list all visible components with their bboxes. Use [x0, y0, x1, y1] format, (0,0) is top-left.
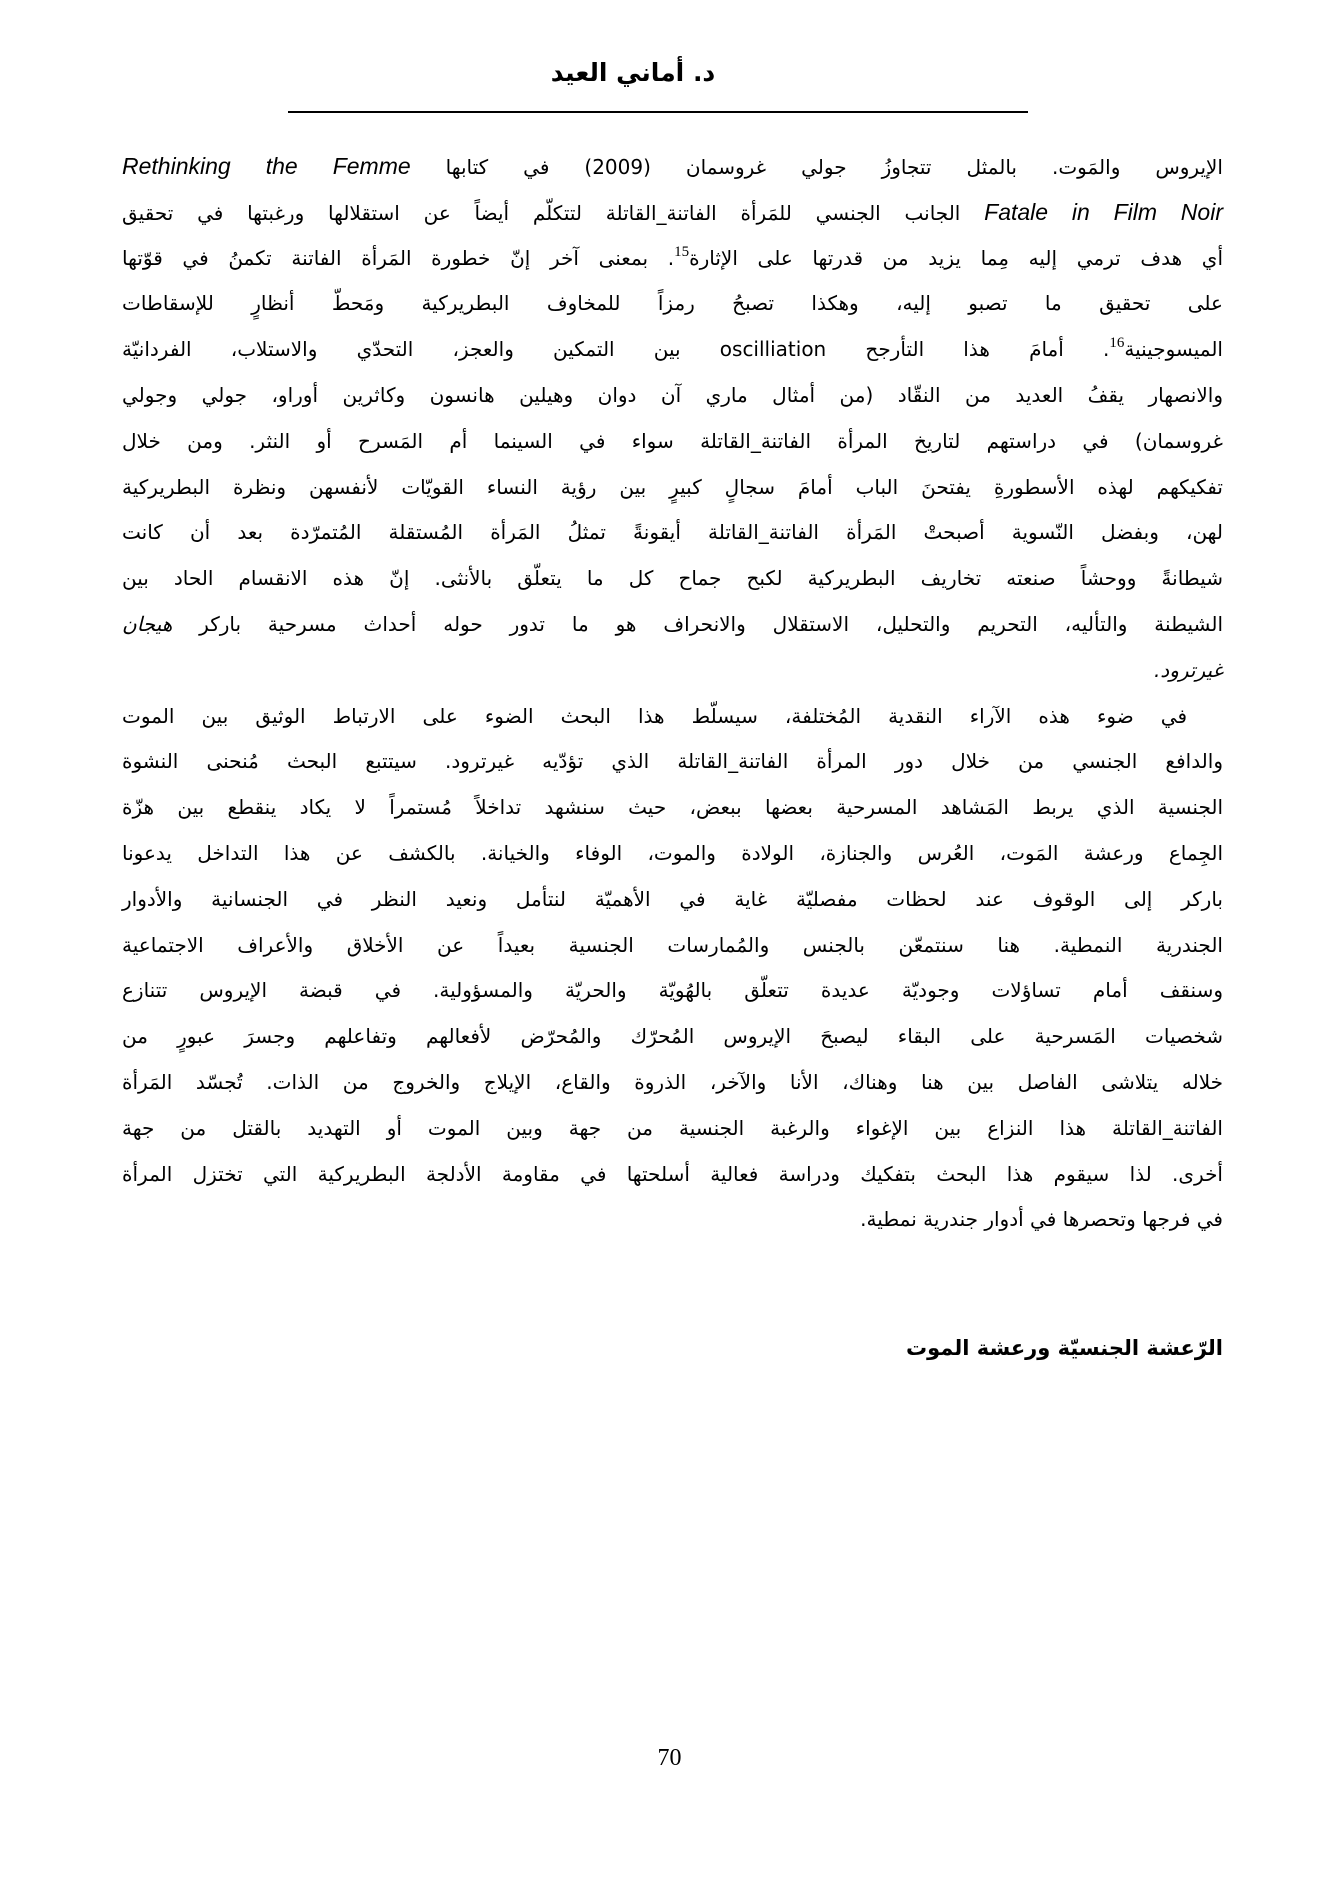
text-line — [122, 694, 1223, 740]
text-line — [122, 236, 1223, 282]
text-run: لهن، وبفضل النّسوية أصبحتْ المَرأة الفاتنة_القاتلة أيقونةً تمثلُ المَرأة المُستقلة المُتمرّدة بعد أن كانت — [122, 520, 1223, 545]
body-text — [122, 144, 1223, 1243]
italic-title: Rethinking the Femme — [122, 153, 411, 179]
text-line — [122, 190, 1223, 236]
page-number: 70 — [657, 1745, 682, 1771]
italic-title: غيرترود. — [1153, 657, 1223, 682]
text-line — [122, 739, 1223, 785]
text-run: الإيروس والمَوت. بالمثل تتجاوزُ جولي غروسمان (2009) في كتابها — [410, 155, 1223, 179]
text-run: خلاله يتلاشى الفاصل بين هنا وهناك، الأنا والآخر، الذروة والقاع، الإيلاج والخروج من الذات. تُجسّد المَرأة — [122, 1069, 1223, 1094]
text-line — [122, 419, 1223, 465]
text-run: والدافع الجنسي من خلال دور المرأة الفاتنة_القاتلة الذي تؤدّيه غيرترود. سيتتبع البحث مُنحنى النشوة — [122, 749, 1223, 774]
text-run: باركر إلى الوقوف عند لحظات مفصليّة غاية في الأهميّة لنتأمل ونعيد النظر في الجنسانية والأدوار — [122, 886, 1223, 911]
text-line — [122, 923, 1223, 969]
text-line — [122, 831, 1223, 877]
running-header-author: د. أماني العيد — [550, 58, 716, 87]
text-line — [122, 602, 1223, 648]
text-run: على تحقيق ما تصبو إليه، وهكذا تصبحُ رمزاً للمخاوف البطريركية ومَحطّ أنظارٍ للإسقاطات — [122, 291, 1223, 316]
footnote-ref: 16 — [1109, 335, 1125, 352]
text-run: أي هدف ترمي إليه مِما يزيد من قدرتها على الإثارة — [689, 245, 1223, 270]
text-line — [122, 1014, 1223, 1060]
text-line — [122, 1106, 1223, 1152]
text-line — [122, 648, 1223, 694]
text-run: تفكيكهم لهذه الأسطورةِ يفتحنَ الباب أمامَ سجالٍ كبيرٍ بين رؤية النساء القويّات لأنفسهن ونظرة البطريركية — [122, 474, 1223, 499]
text-run: في ضوء هذه الآراء النقدية المُختلفة، سيسلّط هذا البحث الضوء على الارتباط الوثيق بين الموت — [122, 703, 1187, 728]
text-run: الجندرية النمطية. هنا سنتمعّن بالجنس والمُمارسات الجنسية بعيداً عن الأخلاق والأعراف الاجتماعية — [122, 932, 1223, 957]
text-run: في فرجها وتحصرها في أدوار جندرية نمطية. — [860, 1207, 1223, 1232]
footnote-ref: 15 — [674, 243, 690, 260]
text-run: وسنقف أمام تساؤلات وجوديّة عديدة تتعلّق بالهُويّة والحريّة والمسؤولية. في قبضة الإيروس تتنازع — [122, 978, 1223, 1003]
italic-title: هيجان — [122, 611, 173, 636]
text-run: . أمامَ هذا التأرجح oscilliation بين التمكين والعجز، التحدّي والاستلاب، الفردانيّة — [122, 337, 1110, 362]
text-line — [122, 327, 1223, 373]
text-run: أخرى. لذا سيقوم هذا البحث بتفكيك ودراسة فعالية أسلحتها في مقاومة الأدلجة البطريركية التي تختزل المرأة — [122, 1161, 1223, 1186]
section-heading: الرّعشة الجنسيّة ورعشة الموت — [905, 1336, 1223, 1360]
text-line — [122, 785, 1223, 831]
text-line — [122, 877, 1223, 923]
text-run: الجانب الجنسي للمَرأة الفاتنة_القاتلة لتتكلّم أيضاً عن استقلالها ورغبتها في تحقيق — [122, 200, 985, 225]
text-line — [122, 281, 1223, 327]
text-line — [122, 1152, 1223, 1198]
header-divider — [288, 111, 1028, 113]
text-line — [122, 1060, 1223, 1106]
italic-title: Fatale in Film Noir — [984, 198, 1223, 225]
text-run: الجِماع ورعشة المَوت، العُرس والجنازة، الولادة والموت، الوفاء والخيانة. بالكشف عن هذا التداخل يدعونا — [122, 840, 1223, 865]
text-line — [122, 373, 1223, 419]
text-line — [122, 510, 1223, 556]
text-line — [122, 465, 1223, 511]
text-line — [122, 1197, 1223, 1243]
text-run: شيطانةً ووحشاً صنعته تخاريف البطريركية لكبح جماح كل ما يتعلّق بالأنثى. إنّ هذه الانقسام الحاد بين — [122, 566, 1223, 591]
text-run: غروسمان) في دراستهم لتاريخ المرأة الفاتنة_القاتلة سواء في السينما أم المَسرح أو النثر. ومن خلال — [122, 428, 1223, 453]
text-line — [122, 556, 1223, 602]
text-line — [122, 968, 1223, 1014]
text-run: والانصهار يقفُ العديد من النقّاد (من أمثال ماري آن دوان وهيلين هانسون وكاثرين أوراو، جولي وجولي — [122, 382, 1223, 407]
text-run: الشيطنة والتأليه، التحريم والتحليل، الاستقلال والانحراف هو ما تدور حوله أحداث مسرحية باركر — [172, 611, 1223, 636]
text-run: الميسوجينية — [1124, 337, 1223, 362]
text-run: الجنسية الذي يربط المَشاهد المسرحية بعضها ببعض، حيث سنشهد تداخلاً مُستمراً لا يكاد ينقطع بين هزّة — [122, 795, 1223, 820]
text-run: الفاتنة_القاتلة هذا النزاع بين الإغواء والرغبة الجنسية من جهة وبين الموت أو التهديد بالقتل من جهة — [122, 1115, 1223, 1140]
text-run: شخصيات المَسرحية على البقاء ليصبحَ الإيروس المُحرّك والمُحرّض لأفعالهم وتفاعلهم وجسرَ عبورٍ من — [122, 1024, 1223, 1049]
text-run: . بمعنى آخر إنّ خطورة المَرأة الفاتنة تكمنُ في قوّتها — [122, 245, 675, 270]
text-line — [122, 144, 1223, 190]
